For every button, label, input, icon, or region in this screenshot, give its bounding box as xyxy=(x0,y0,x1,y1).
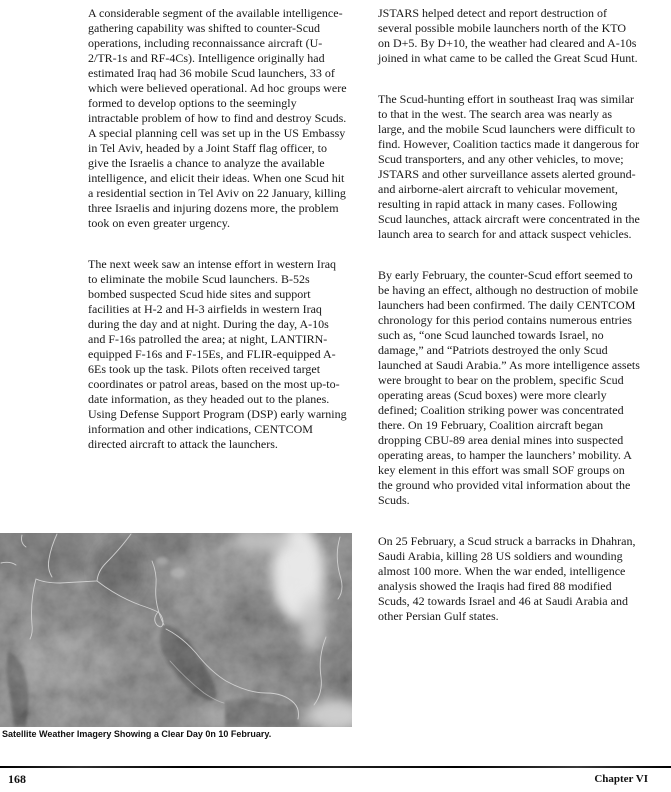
page-number: 168 xyxy=(8,772,26,786)
paragraph: JSTARS helped detect and report destruction of several possible mobile launchers north of the KTO on D+5. By D+10, the weather had cleared and A-10s joined in what came to be called the Great Scud Hunt. xyxy=(378,6,638,65)
chapter-label: Chapter VI xyxy=(594,773,648,785)
left-text-column xyxy=(88,6,348,478)
paragraph: On 25 February, a Scud struck a barracks in Dhahran, Saudi Arabia, killing 28 US soldiers and wounding almost 100 more. When the war ended, intelligence analysis showed the Iraqis had fired 88 modified Scuds, 42 towards Israel and 46 at Saudi Arabia and other Persian Gulf states. xyxy=(378,534,636,623)
footer-divider xyxy=(0,766,671,768)
satellite-weather-image xyxy=(0,533,352,727)
paragraph: By early February, the counter-Scud effort seemed to be having an effect, although no destruction of mobile launchers had been confirmed. The daily CENTCOM chronology for this period contains numerous entries such as, “one Scud launched towards Israel, no damage,” and “Patriots destroyed the only Scud launched at Saudi Arabia.” As more intelligence assets were brought to bear on the problem, specific Scud operating areas (Scud boxes) were more clearly defined; Coalition striking power was concentrated there. On 19 February, Coalition aircraft began dropping CBU-89 area denial mines into suspected operating areas, to hamper the launchers’ mobility. A key element in this effort was small SOF groups on the ground who provided vital information about the Scuds. xyxy=(378,268,640,507)
figure-caption: Satellite Weather Imagery Showing a Clear Day 0n 10 February. xyxy=(2,729,272,739)
paragraph: The Scud-hunting effort in southeast Iraq was similar to that in the west. The search area was nearly as large, and the mobile Scud launchers were difficult to find. However, Coalition tactics made it dangerous for Scud transporters, and any other vehicles, to move; JSTARS and other surveillance assets alerted ground- and airborne-alert aircraft to vehicular movement, resulting in rapid attack in many cases. Following Scud launches, attack aircraft were concentrated in the launch area to search for and attack suspect vehicles. xyxy=(378,92,640,241)
paragraph: The next week saw an intense effort in western Iraq to eliminate the mobile Scud launchers. B-52s bombed suspected Scud hide sites and support facilities at H-2 and H-3 airfields in western Iraq during the day and at night. During the day, A-10s and F-16s patrolled the area; at night, LANTIRN-equipped F-16s and F-15Es, and FLIR-equipped A-6Es took up the task. Pilots often received target coordinates or patrol areas, based on the most up-to-date information, as they headed out to the planes. Using Defense Support Program (DSP) early warning information and other indications, CENTCOM directed aircraft to attack the launchers. xyxy=(88,257,347,451)
right-text-column xyxy=(378,6,641,650)
paragraph: A considerable segment of the available intelligence-gathering capability was shifted to counter-Scud operations, including reconnaissance aircraft (U-2/TR-1s and RF-4Cs). Intelligence originally had estimated Iraq had 36 mobile Scud launchers, 33 of which were believed operational. Ad hoc groups were formed to develop options to the seemingly intractable problem of how to find and destroy Scuds. A special planning cell was set up in the US Embassy in Tel Aviv, headed by a Joint Staff flag officer, to give the Israelis a chance to analyze the available intelligence, and elicit their ideas. When one Scud hit a residential section in Tel Aviv on 22 January, killing three Israelis and injuring dozens more, the problem took on even greater urgency. xyxy=(88,6,347,230)
